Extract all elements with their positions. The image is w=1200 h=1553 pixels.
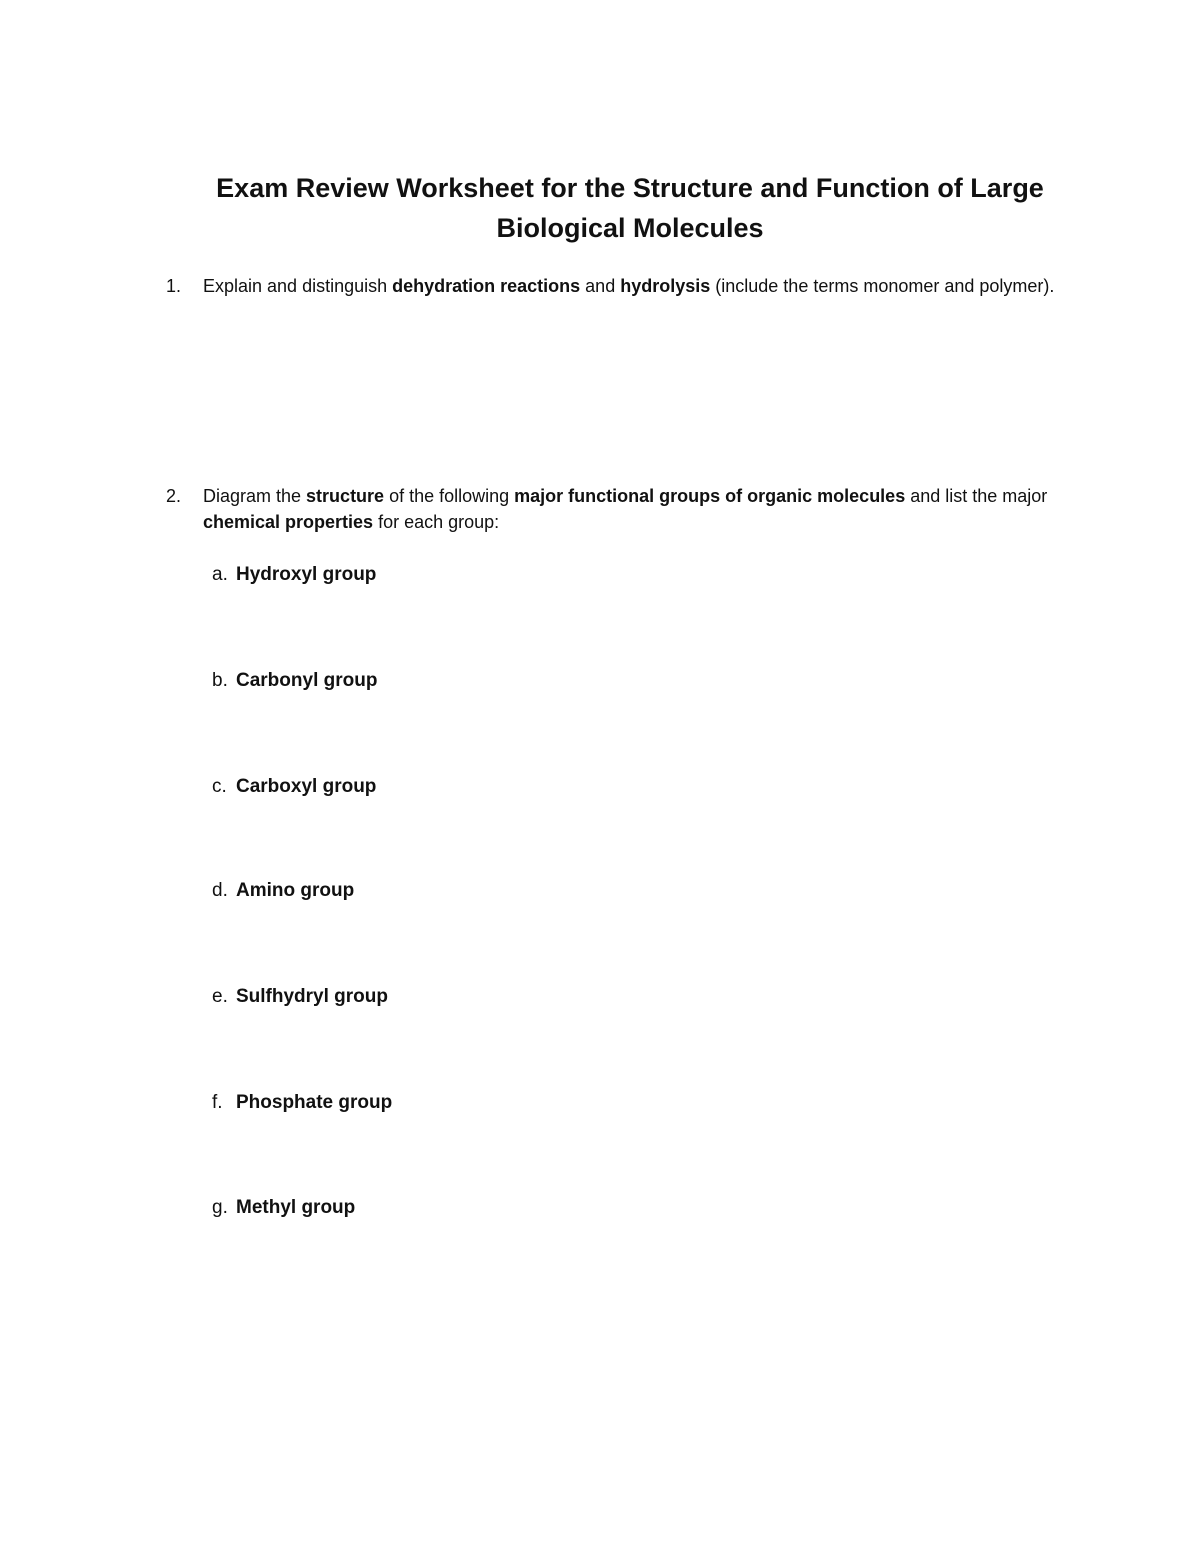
title-line-2: Biological Molecules xyxy=(496,213,764,243)
question-number: 1. xyxy=(166,276,182,296)
question-2 xyxy=(166,483,1066,535)
page-title xyxy=(150,168,1110,248)
question-number: 2. xyxy=(166,486,182,506)
list-item-label: Carboxyl group xyxy=(236,776,377,797)
list-item-letter: b. xyxy=(212,670,228,691)
list-item-methyl xyxy=(212,1195,355,1221)
list-item-letter: f. xyxy=(212,1092,223,1113)
term-structure: structure xyxy=(306,486,385,506)
question-text-part: of the following xyxy=(384,486,515,506)
list-item-letter: g. xyxy=(212,1197,228,1218)
title-line-1: Exam Review Worksheet for the Structure and Function of Large xyxy=(216,173,1044,203)
question-text-part: for each group: xyxy=(373,512,500,532)
question-text-part: and list the major xyxy=(905,486,1048,506)
question-text xyxy=(203,483,1066,535)
list-item-label: Carbonyl group xyxy=(236,670,378,691)
list-item-letter: c. xyxy=(212,776,227,797)
question-text xyxy=(203,273,1066,299)
question-text-part: Explain and distinguish xyxy=(203,276,393,296)
term-chemical-properties: chemical properties xyxy=(203,512,374,532)
term-dehydration-reactions: dehydration reactions xyxy=(392,276,581,296)
list-item-phosphate xyxy=(212,1090,392,1116)
list-item-label: Hydroxyl group xyxy=(236,564,377,585)
term-hydrolysis: hydrolysis xyxy=(620,276,711,296)
question-text-part: Diagram the xyxy=(203,486,307,506)
list-item-letter: a. xyxy=(212,564,228,585)
list-item-label: Amino group xyxy=(236,880,355,901)
list-item-letter: d. xyxy=(212,880,228,901)
list-item-carbonyl xyxy=(212,668,377,694)
question-1 xyxy=(166,273,1066,299)
list-item-label: Sulfhydryl group xyxy=(236,986,388,1007)
list-item-carboxyl xyxy=(212,774,376,800)
question-text-part: and xyxy=(580,276,621,296)
term-functional-groups: major functional groups of organic molecules xyxy=(514,486,906,506)
list-item-label: Phosphate group xyxy=(236,1092,393,1113)
list-item-sulfhydryl xyxy=(212,984,388,1010)
question-text-part: (include the terms monomer and polymer). xyxy=(710,276,1055,296)
list-item-amino xyxy=(212,878,354,904)
list-item-letter: e. xyxy=(212,986,228,1007)
list-item-label: Methyl group xyxy=(236,1197,356,1218)
list-item-hydroxyl xyxy=(212,562,376,588)
